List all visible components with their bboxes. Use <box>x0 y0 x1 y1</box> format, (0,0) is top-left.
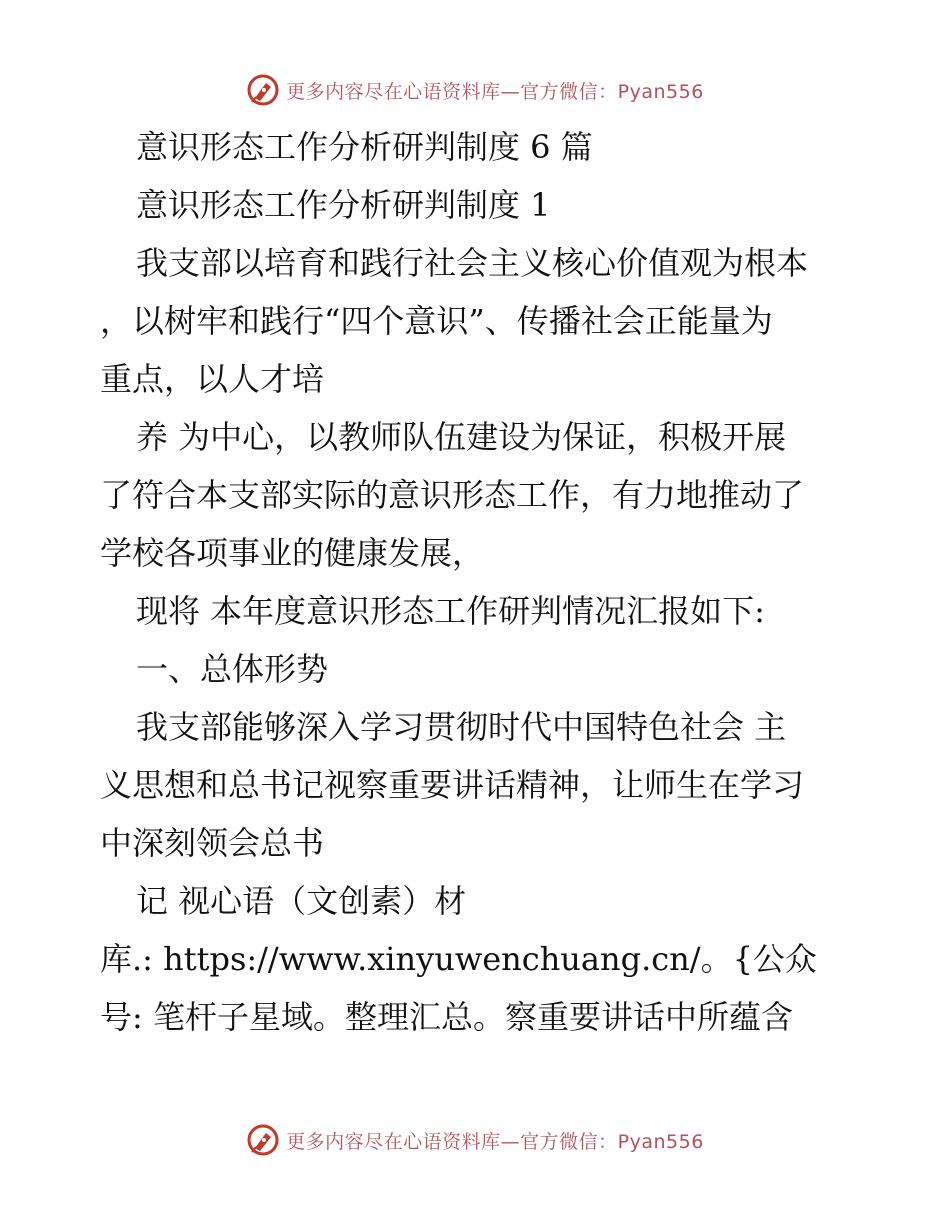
paragraph-line-url: 库.: https://www.xinyuwenchuang.cn/。{公众 <box>100 940 817 978</box>
subsection-heading: 一、总体形势 <box>136 650 329 688</box>
pen-nib-circle-icon <box>246 1123 280 1157</box>
paragraph-line: 学校各项事业的健康发展， <box>100 534 485 572</box>
paragraph-line: 我支部以培育和践行社会主义核心价值观为根本 <box>136 244 809 282</box>
paragraph-line: 养 为中心，以教师队伍建设为保证，积极开展 <box>136 418 787 456</box>
paragraph-line: 我支部能够深入学习贯彻时代中国特色社会 主 <box>136 708 787 746</box>
paragraph-line: 重点，以人才培 <box>100 360 325 398</box>
paragraph-line: 记 视心语（文创素）材 <box>136 882 467 920</box>
paragraph-line: ，以树牢和践行“四个意识”、传播社会正能量为 <box>100 302 773 340</box>
header-banner-text: 更多内容尽在心语资料库—官方微信：Pyan556 <box>286 80 704 103</box>
footer-banner-text: 更多内容尽在心语资料库—官方微信：Pyan556 <box>286 1130 704 1153</box>
pen-nib-circle-icon <box>246 73 280 107</box>
paragraph-line: 义思想和总书记视察重要讲话精神，让师生在学习 <box>100 766 805 804</box>
paragraph-line: 中深刻领会总书 <box>100 824 325 862</box>
footer-banner <box>0 1120 950 1160</box>
paragraph-line: 了符合本支部实际的意识形态工作，有力地推动了 <box>100 476 805 514</box>
document-body <box>100 118 860 1046</box>
document-title: 意识形态工作分析研判制度 6 篇 <box>136 128 593 166</box>
paragraph-line: 号: 笔杆子星域。整理汇总。察重要讲话中所蕴含 <box>100 998 793 1036</box>
paragraph-line: 现将 本年度意识形态工作研判情况汇报如下: <box>136 592 765 630</box>
section-heading: 意识形态工作分析研判制度 1 <box>136 186 551 224</box>
header-banner <box>0 70 950 110</box>
